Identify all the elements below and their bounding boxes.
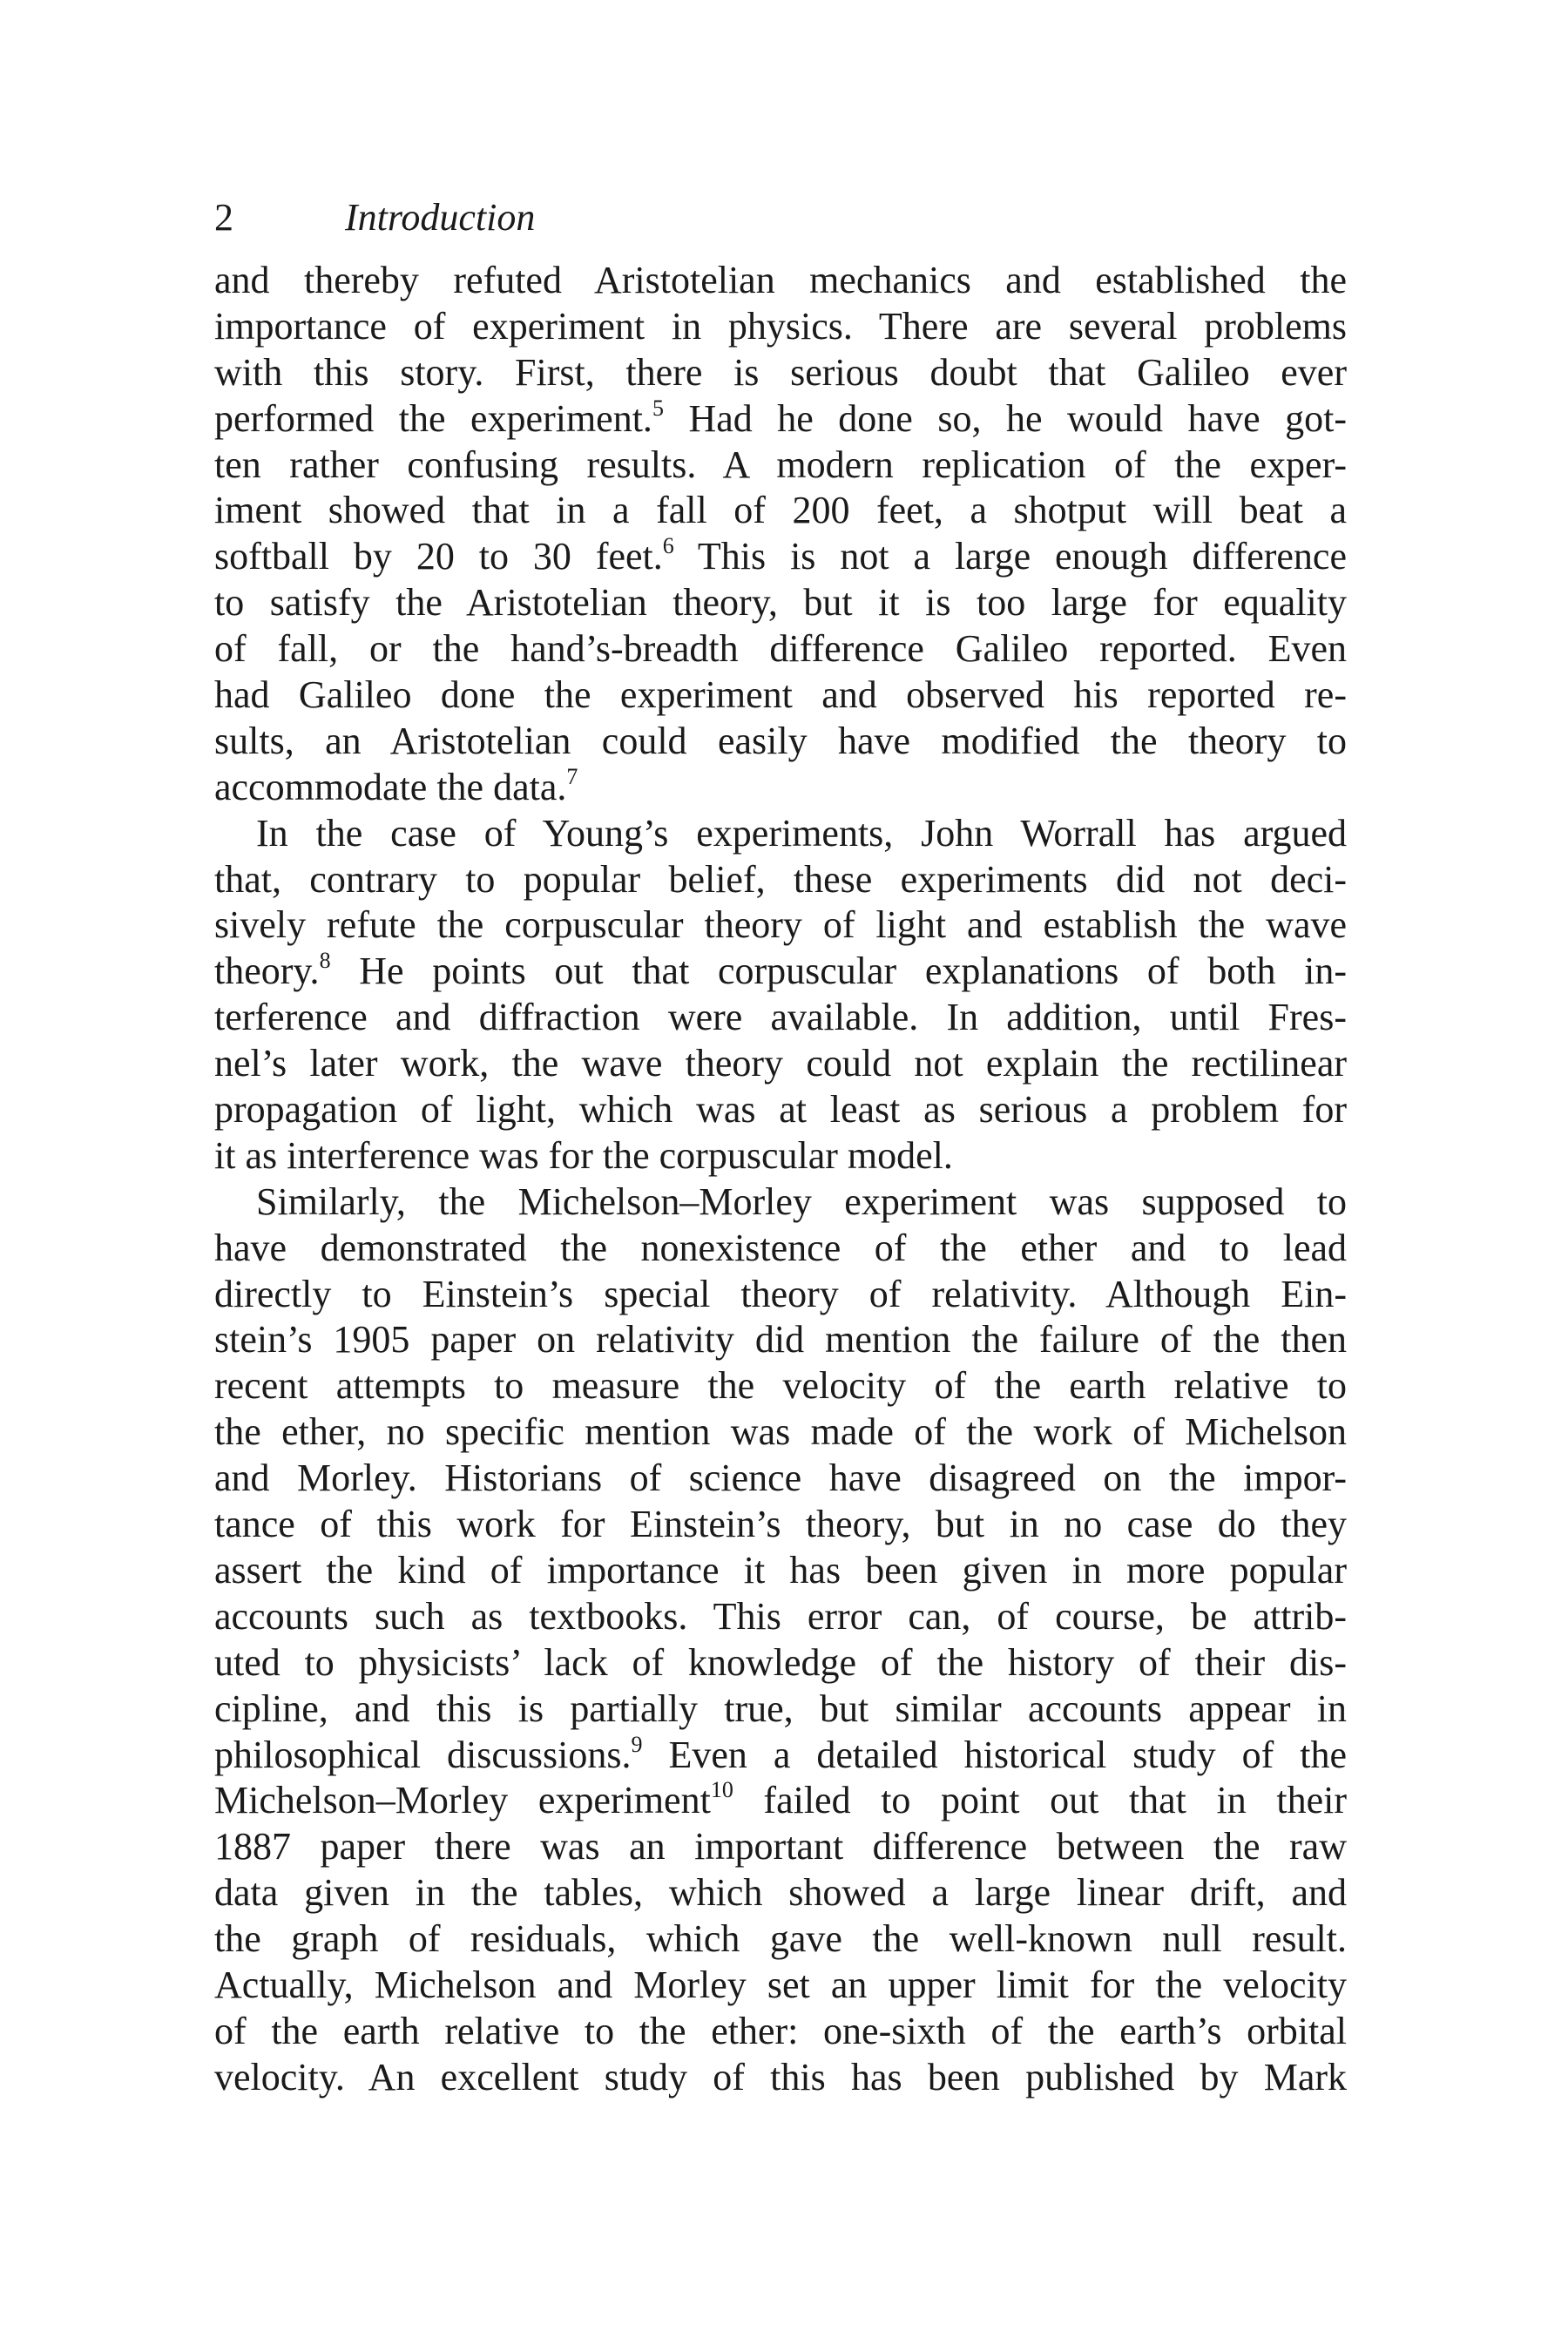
text-line: In the case of Young’s experiments, John Worrall has argued — [256, 811, 1347, 855]
text-line: have demonstrated the nonexistence of the ether and to lead — [214, 1226, 1347, 1269]
text-segment: Even a detailed historical study of the — [642, 1733, 1347, 1776]
text-segment: philosophical discussions. — [214, 1733, 632, 1776]
text-line: cipline, and this is partially true, but similar accounts appear in — [214, 1686, 1347, 1730]
footnote-ref-9[interactable]: 9 — [631, 1731, 643, 1757]
text-line: velocity. An excellent study of this has been published by Mark — [214, 2055, 1347, 2099]
page-number: 2 — [214, 196, 233, 239]
text-segment: He points out that corpuscular explanations of both in- — [330, 950, 1347, 993]
text-line: it as interference was for the corpuscular model. — [214, 1133, 953, 1177]
text-line: of fall, or the hand’s-breadth difference Galileo reported. Even — [214, 627, 1347, 671]
text-line: sively refute the corpuscular theory of light and establish the wave — [214, 903, 1347, 947]
footnote-ref-10[interactable]: 10 — [710, 1777, 733, 1803]
text-line: assert the kind of importance it has been given in more popular — [214, 1548, 1347, 1592]
text-segment: softball by 20 to 30 feet. — [214, 535, 663, 578]
text-line: the graph of residuals, which gave the well-known null result. — [214, 1917, 1347, 1961]
text-line: that, contrary to popular belief, these experiments did not deci- — [214, 857, 1347, 901]
footnote-ref-5[interactable]: 5 — [652, 395, 664, 421]
footnote-ref-6[interactable]: 6 — [662, 533, 674, 559]
text-line: propagation of light, which was at least as serious a problem for — [214, 1088, 1347, 1132]
text-line: directly to Einstein’s special theory of relativity. Although Ein- — [214, 1272, 1347, 1315]
text-line: data given in the tables, which showed a large linear drift, and — [214, 1871, 1347, 1915]
footnote-ref-7[interactable]: 7 — [566, 763, 578, 789]
footnote-ref-8[interactable]: 8 — [319, 948, 331, 974]
text-segment: Had he done so, he would have got- — [663, 396, 1347, 440]
text-segment: accommodate the data. — [214, 765, 567, 808]
text-segment: theory. — [214, 950, 320, 993]
text-line: to satisfy the Aristotelian theory, but it is too large for equality — [214, 581, 1347, 625]
text-line: sults, an Aristotelian could easily have modified the theory to — [214, 719, 1347, 762]
text-line: uted to physicists’ lack of knowledge of the history of their dis- — [214, 1640, 1347, 1684]
text-line: tance of this work for Einstein’s theory, but in no case do they — [214, 1503, 1347, 1546]
text-line: Actually, Michelson and Morley set an upper limit for the velocity — [214, 1963, 1347, 2006]
body-text — [214, 258, 1347, 2101]
text-line — [214, 1778, 1347, 1824]
text-line: and Morley. Historians of science have disagreed on the impor- — [214, 1456, 1347, 1500]
text-line — [214, 949, 1347, 995]
text-line: nel’s later work, the wave theory could not explain the rectilinear — [214, 1042, 1347, 1085]
text-line: terference and diffraction were available. In addition, until Fres- — [214, 996, 1347, 1039]
text-line: importance of experiment in physics. There are several problems — [214, 304, 1347, 348]
section-title: Introduction — [345, 196, 536, 239]
text-line — [214, 396, 1347, 443]
text-line: 1887 paper there was an important difference between the raw — [214, 1825, 1347, 1869]
text-line: accounts such as textbooks. This error can, of course, be attrib- — [214, 1594, 1347, 1638]
text-segment: performed the experiment. — [214, 396, 652, 440]
text-line: stein’s 1905 paper on relativity did mention the failure of the then — [214, 1318, 1347, 1362]
text-segment: failed to point out that in their — [733, 1779, 1347, 1822]
text-segment: This is not a large enough difference — [673, 535, 1347, 578]
text-line — [214, 534, 1347, 580]
text-line: Similarly, the Michelson–Morley experiment was supposed to — [256, 1179, 1347, 1223]
text-line: iment showed that in a fall of 200 feet, a shotput will beat a — [214, 489, 1347, 532]
text-line: and thereby refuted Aristotelian mechanics and established the — [214, 259, 1347, 301]
text-line: with this story. First, there is serious doubt that Galileo ever — [214, 350, 1347, 394]
text-line: of the earth relative to the ether: one-sixth of the earth’s orbital — [214, 2009, 1347, 2052]
text-line — [214, 765, 1347, 811]
text-line: ten rather confusing results. A modern replication of the exper- — [214, 443, 1347, 486]
text-line: the ether, no specific mention was made of the work of Michelson — [214, 1410, 1347, 1454]
text-segment: Michelson–Morley experiment — [214, 1779, 711, 1822]
running-head — [214, 193, 535, 242]
text-line: recent attempts to measure the velocity of the earth relative to — [214, 1364, 1347, 1408]
text-line — [214, 1733, 1347, 1779]
text-line: had Galileo done the experiment and observed his reported re- — [214, 673, 1347, 717]
